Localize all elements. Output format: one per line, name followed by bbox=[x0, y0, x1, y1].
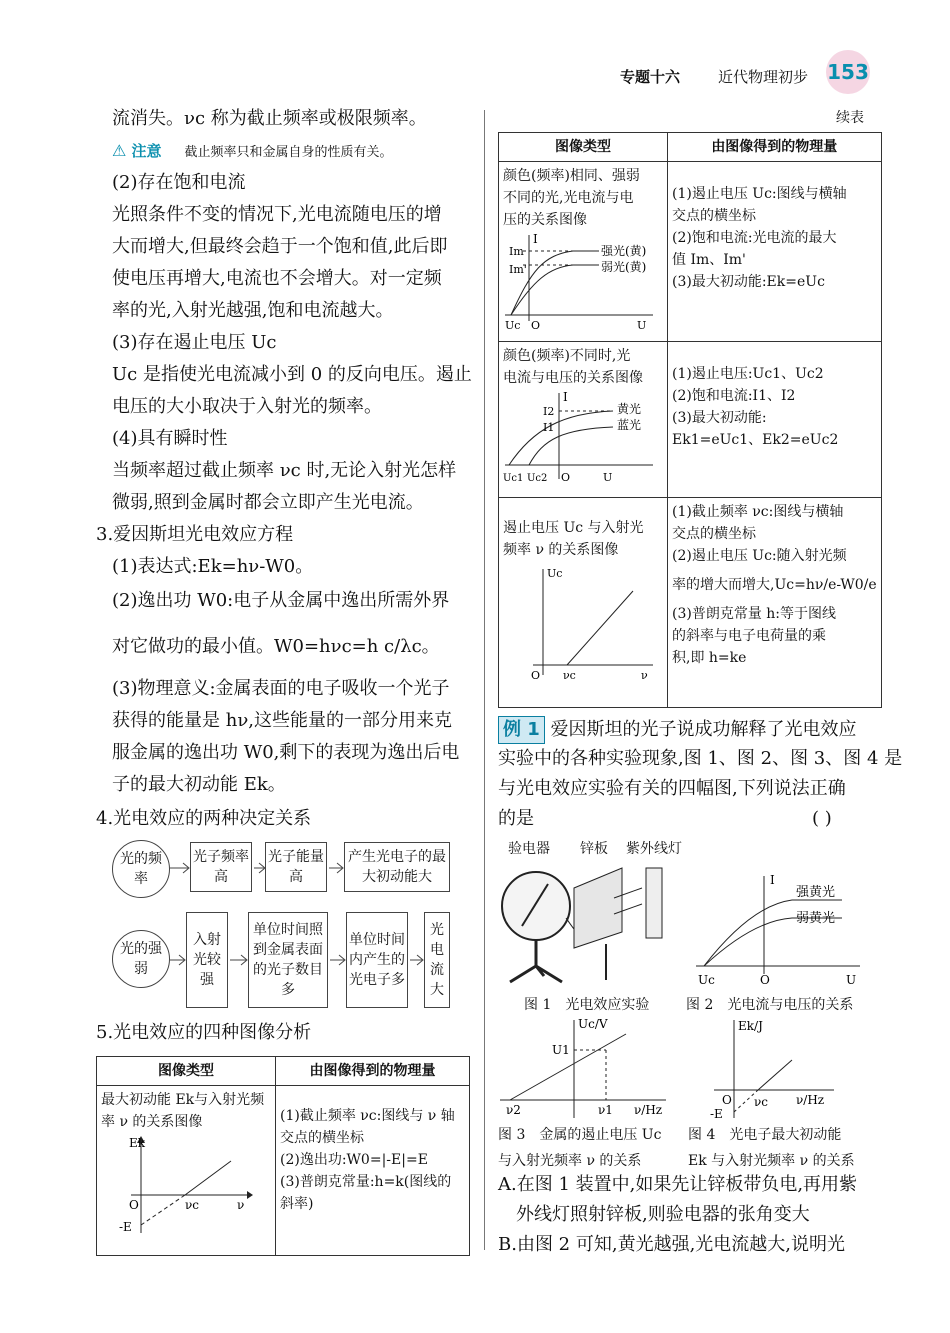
tick-label: I1 bbox=[543, 421, 555, 434]
cell-line: 遏止电压 Uc 与入射光 bbox=[503, 520, 644, 536]
flow-node: 光的频率 bbox=[112, 840, 170, 898]
figure-caption: 图 4 光电子最大初动能 bbox=[688, 1127, 842, 1143]
cell-line: (1)截止频率 νc:图线与横轴 bbox=[672, 504, 844, 520]
note-label: 注意 bbox=[131, 142, 162, 160]
example-line: 与光电效应实验有关的四幅图,下列说法正确 bbox=[498, 778, 846, 799]
formula-line: (1)表达式:Ek=hν-W0。 bbox=[112, 556, 314, 577]
flow-node: 光子能量高 bbox=[265, 842, 327, 892]
axis-label: ν bbox=[641, 669, 648, 681]
example-text: 爱因斯坦的光子说成功解释了光电效应 bbox=[550, 719, 857, 740]
paragraph-line: 率的光,入射光越强,饱和电流越大。 bbox=[112, 300, 394, 321]
flow-arrows bbox=[168, 858, 348, 878]
cell-line: 率的增大而增大,Uc=hν/e-W0/e bbox=[672, 577, 877, 593]
option-a-line: 外线灯照射锌板,则验电器的张角变大 bbox=[516, 1204, 810, 1225]
table-cell bbox=[668, 498, 882, 708]
paragraph: 流消失。νc 称为截止频率或极限频率。 bbox=[112, 108, 427, 129]
curve-label: 弱光(黄) bbox=[601, 260, 647, 274]
paragraph-line: (2)逸出功 W0:电子从金属中逸出所需外界 bbox=[112, 590, 450, 611]
axis-label: U bbox=[603, 471, 613, 484]
option-b-line: B.由图 2 可知,黄光越强,光电流越大,说明光 bbox=[498, 1234, 846, 1255]
table-cell bbox=[97, 1086, 276, 1256]
paragraph-line: 微弱,照到金属时都会立即产生光电流。 bbox=[112, 492, 424, 513]
tick-label: Im' bbox=[509, 263, 527, 276]
cell-line: 不同的光,光电流与电 bbox=[503, 190, 634, 206]
tick-label: Uc bbox=[505, 319, 521, 331]
cell-line: (2)遏止电压 Uc:随入射光频 bbox=[672, 548, 847, 564]
section-heading: 4.光电效应的两种决定关系 bbox=[96, 808, 312, 829]
cell-line: 颜色(频率)相同、强弱 bbox=[503, 168, 640, 184]
origin-label: O bbox=[531, 319, 541, 331]
cell-line: (1)遏止电压 Uc:图线与横轴 bbox=[672, 186, 847, 202]
chapter-title: 近代物理初步 bbox=[718, 68, 809, 86]
paragraph-line: 获得的能量是 hν,这些能量的一部分用来克 bbox=[112, 710, 452, 731]
tick-label: -E bbox=[710, 1107, 723, 1121]
cell-line: (2)饱和电流:I1、I2 bbox=[672, 388, 796, 404]
subheading: (4)具有瞬时性 bbox=[112, 428, 228, 449]
cell-line: 的斜率与电子电荷量的乘 bbox=[672, 628, 826, 644]
example-line: 的是 bbox=[498, 808, 534, 829]
flow-node: 光的强弱 bbox=[112, 930, 170, 988]
figure-caption: Ek 与入射光频率 ν 的关系 bbox=[688, 1153, 855, 1169]
subheading: (3)存在遏止电压 Uc bbox=[112, 332, 277, 353]
cell-line: (2)饱和电流:光电流的最大 bbox=[672, 230, 837, 246]
cell-line: 颜色(频率)不同时,光 bbox=[503, 348, 631, 364]
curve-label: 黄光 bbox=[617, 402, 642, 416]
chapter-label: 专题十六 bbox=[620, 68, 681, 86]
axis-label: ν/Hz bbox=[796, 1093, 825, 1107]
section-heading: 3.爱因斯坦光电效应方程 bbox=[96, 524, 294, 545]
figure-caption: 图 2 光电流与电压的关系 bbox=[686, 997, 854, 1013]
origin-label: O bbox=[760, 973, 770, 987]
curve-label: 弱黄光 bbox=[796, 911, 836, 926]
fig-label: 验电器 bbox=[508, 841, 550, 857]
warning-icon: ⚠ bbox=[112, 141, 127, 160]
tick-label: Im bbox=[509, 245, 524, 258]
origin-label: O bbox=[531, 669, 541, 681]
fig-label: 锌板 bbox=[580, 841, 608, 857]
tick-label: I2 bbox=[543, 405, 555, 418]
curve-label: 蓝光 bbox=[617, 418, 642, 432]
flow-node: 单位时间内产生的光电子多 bbox=[346, 912, 408, 1008]
tick-label: ν1 bbox=[598, 1103, 613, 1117]
example-line: 实验中的各种实验现象,图 1、图 2、图 3、图 4 是 bbox=[498, 748, 903, 769]
table-cell bbox=[668, 162, 882, 342]
cell-line: 值 Im、Im' bbox=[672, 252, 746, 268]
paragraph-line: 电压的大小取决于入射光的频率。 bbox=[112, 396, 382, 417]
figure-caption: 与入射光频率 ν 的关系 bbox=[498, 1153, 642, 1169]
table-cell bbox=[276, 1086, 470, 1256]
tick-label: -E bbox=[119, 1220, 132, 1234]
cell-line: 交点的横坐标 bbox=[280, 1130, 364, 1146]
figure-caption: 图 3 金属的遏止电压 Uc bbox=[498, 1127, 662, 1143]
cell-line: 交点的横坐标 bbox=[672, 526, 756, 542]
tick-label: νc bbox=[754, 1095, 769, 1109]
paragraph-line: Uc 是指使光电流减小到 0 的反向电压。遏止 bbox=[112, 364, 472, 385]
figure-caption: 图 1 光电效应实验 bbox=[524, 997, 650, 1013]
fig4-graph bbox=[708, 1014, 838, 1124]
cell-line: (3)最大初动能:Ek=eUc bbox=[672, 274, 825, 290]
tick-label: νc bbox=[185, 1198, 200, 1212]
paragraph-line: 子的最大初动能 Ek。 bbox=[112, 774, 286, 795]
cell-line: 压的关系图像 bbox=[503, 212, 587, 228]
cell-line: (3)普朗克常量 h:等于图线 bbox=[672, 606, 837, 622]
option-a-line: A.在图 1 装置中,如果先让锌板带负电,再用紫 bbox=[498, 1174, 858, 1195]
flow-node: 光子频率高 bbox=[190, 842, 252, 892]
tick-label: Uc2 bbox=[527, 473, 548, 484]
i-u-graph-same-freq bbox=[503, 231, 663, 331]
table-cell bbox=[499, 162, 668, 342]
cell-line: Ek1=eUc1、Ek2=eUc2 bbox=[672, 432, 839, 448]
axis-label: Ek bbox=[129, 1136, 146, 1150]
cell-line: (3)最大初动能: bbox=[672, 410, 767, 426]
cell-text: 最大初动能 Ek与入射光频率 ν 的关系图像 bbox=[101, 1092, 265, 1130]
cell-line: (3)普朗克常量:h=k(图线的 bbox=[280, 1174, 452, 1190]
note bbox=[112, 140, 393, 161]
page-number: 153 bbox=[826, 50, 870, 94]
column-header: 图像类型 bbox=[97, 1057, 276, 1086]
flow-arrows bbox=[168, 950, 428, 970]
cell-line: 电流与电压的关系图像 bbox=[503, 370, 643, 386]
axis-label: ν/Hz bbox=[634, 1103, 663, 1117]
cell-line: 频率 ν 的关系图像 bbox=[503, 542, 619, 558]
cell-line: (1)截止频率 νc:图线与 ν 轴 bbox=[280, 1108, 455, 1124]
answer-paren: ( ) bbox=[812, 808, 832, 829]
i-u-graph-diff-freq bbox=[503, 389, 663, 487]
flow-node: 单位时间照到金属表面的光子数目多 bbox=[248, 912, 328, 1008]
graph-table-continued bbox=[498, 132, 882, 708]
cell-line: (2)逸出功:W0=|-E|=E bbox=[280, 1152, 428, 1168]
column-divider bbox=[484, 110, 485, 1250]
paragraph-line: 当频率超过截止频率 νc 时,无论入射光怎样 bbox=[112, 460, 457, 481]
paragraph-line: 对它做功的最小值。W0=hνc=h c/λc。 bbox=[112, 636, 440, 657]
table-cell bbox=[499, 342, 668, 498]
curve-label: 强光(黄) bbox=[601, 244, 647, 258]
electroscope-apparatus-image bbox=[496, 858, 676, 988]
origin-label: O bbox=[129, 1198, 139, 1212]
uc-nu-graph bbox=[503, 561, 663, 681]
axis-label: ν bbox=[237, 1198, 245, 1212]
note-text: 截止频率只和金属自身的性质有关。 bbox=[184, 145, 393, 160]
tick-label: Uc bbox=[698, 973, 715, 987]
continued-label: 续表 bbox=[836, 110, 864, 126]
example-line bbox=[498, 716, 857, 744]
paragraph-line: 使电压再增大,电流也不会增大。对一定频 bbox=[112, 268, 442, 289]
fig-label: 紫外线灯 bbox=[626, 841, 682, 857]
cell-line: 积,即 h=ke bbox=[672, 650, 747, 666]
fig3-graph bbox=[496, 1014, 676, 1122]
tick-label: Uc1 bbox=[503, 473, 524, 484]
table-cell bbox=[668, 342, 882, 498]
example-tag: 例 1 bbox=[498, 716, 545, 744]
curve-label: 强黄光 bbox=[796, 885, 836, 900]
paragraph-line: (3)物理意义:金属表面的电子吸收一个光子 bbox=[112, 678, 450, 699]
column-header: 由图像得到的物理量 bbox=[276, 1057, 470, 1086]
flow-node: 入射光较强 bbox=[186, 912, 228, 1008]
table-cell bbox=[499, 498, 668, 708]
flow-node: 产生光电子的最大初动能大 bbox=[344, 842, 450, 892]
subheading: (2)存在饱和电流 bbox=[112, 172, 246, 193]
cell-line: 交点的横坐标 bbox=[672, 208, 756, 224]
tick-label: νc bbox=[563, 669, 576, 681]
origin-label: O bbox=[722, 1093, 732, 1107]
axis-label: Uc/V bbox=[578, 1017, 608, 1031]
cell-line: 斜率) bbox=[280, 1196, 314, 1212]
ek-nu-graph bbox=[101, 1133, 261, 1243]
flow-node: 光电流大 bbox=[424, 912, 450, 1008]
axis-label: Ek/J bbox=[738, 1019, 763, 1033]
section-heading: 5.光电效应的四种图像分析 bbox=[96, 1022, 312, 1043]
paragraph-line: 服金属的逸出功 W0,剩下的表现为逸出后电 bbox=[112, 742, 460, 763]
graph-table bbox=[96, 1056, 470, 1256]
axis-label: I bbox=[533, 232, 538, 246]
tick-label: U1 bbox=[552, 1043, 570, 1057]
axis-label: I bbox=[563, 390, 568, 404]
origin-label: O bbox=[561, 471, 571, 484]
fig2-graph bbox=[692, 870, 872, 990]
cell-line: (1)遏止电压:Uc1、Uc2 bbox=[672, 366, 824, 382]
column-header: 由图像得到的物理量 bbox=[668, 133, 882, 162]
axis-label: I bbox=[770, 873, 775, 887]
tick-label: ν2 bbox=[506, 1103, 521, 1117]
paragraph-line: 光照条件不变的情况下,光电流随电压的增 bbox=[112, 204, 442, 225]
paragraph-line: 大而增大,但最终会趋于一个饱和值,此后即 bbox=[112, 236, 448, 257]
axis-label: Uc bbox=[547, 567, 563, 580]
column-header: 图像类型 bbox=[499, 133, 668, 162]
axis-label: U bbox=[846, 973, 857, 987]
axis-label: U bbox=[637, 319, 647, 331]
